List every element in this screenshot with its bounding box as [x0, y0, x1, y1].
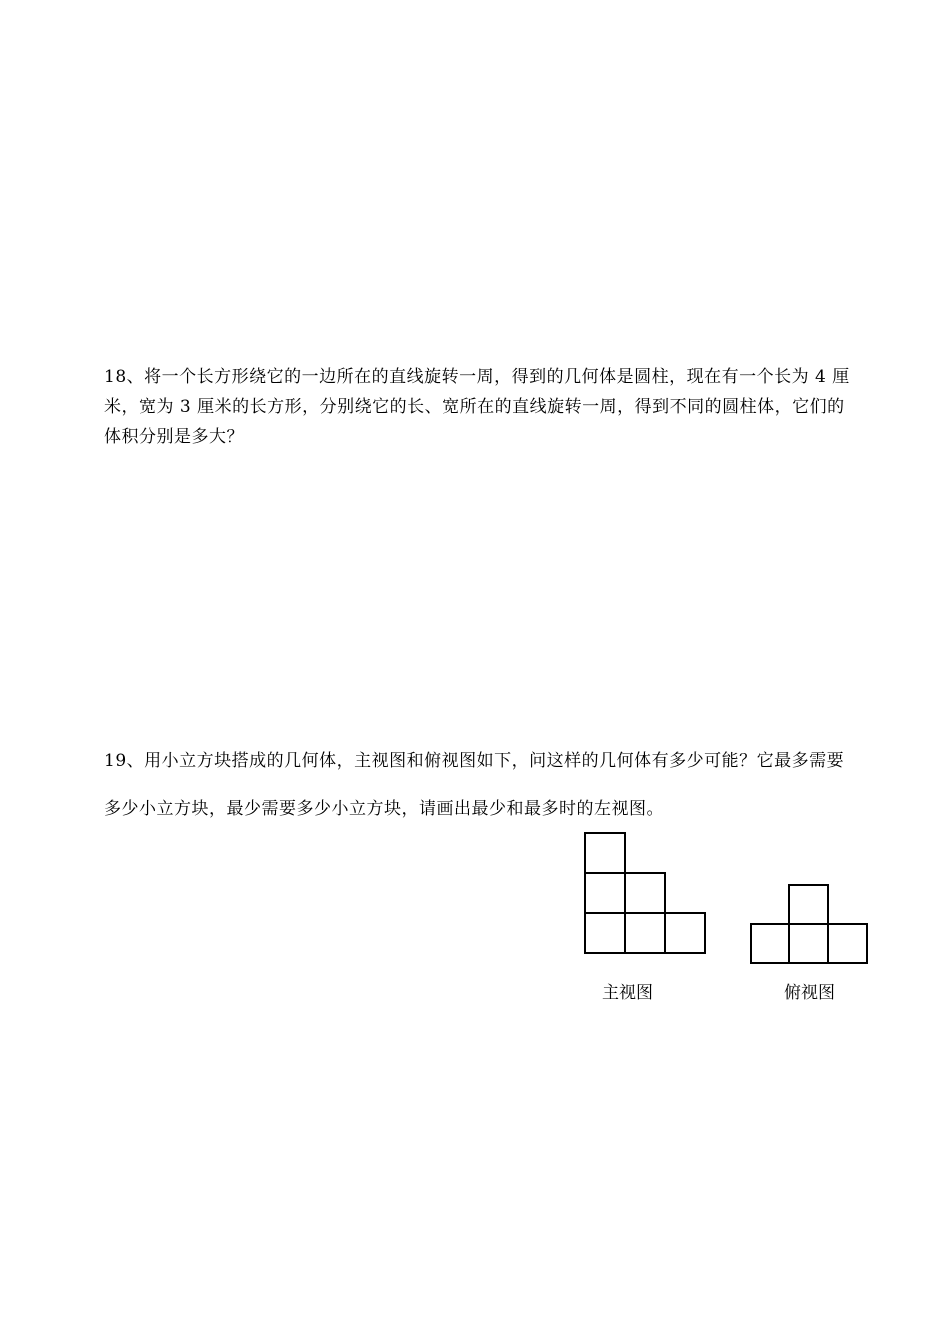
front-view-cell — [624, 912, 666, 954]
front-view-label: 主视图 — [602, 983, 653, 1003]
top-view-cell — [750, 923, 790, 964]
front-view-cell — [584, 912, 626, 954]
top-view-cell — [788, 923, 829, 964]
top-view-label: 俯视图 — [784, 983, 835, 1003]
top-view-cell — [827, 923, 868, 964]
front-view-cell — [584, 832, 626, 874]
front-view-cell — [584, 872, 626, 914]
front-view-cell — [664, 912, 706, 954]
top-view-cell — [788, 884, 829, 925]
question-19: 19、用小立方块搭成的几何体，主视图和俯视图如下，问这样的几何体有多少可能？它最多需要多少小立方块，最少需要多少小立方块，请画出最少和最多时的左视图。 — [104, 751, 845, 819]
top-view-figure — [750, 884, 868, 964]
front-view-figure — [584, 832, 706, 956]
question-18: 18、将一个长方形绕它的一边所在的直线旋转一周，得到的几何体是圆柱，现在有一个长为 4 厘米，宽为 3 厘米的长方形，分别绕它的长、宽所在的直线旋转一周，得到不同的圆柱体，它们的体积分别是多大？ — [104, 367, 850, 447]
front-view-cell — [624, 872, 666, 914]
